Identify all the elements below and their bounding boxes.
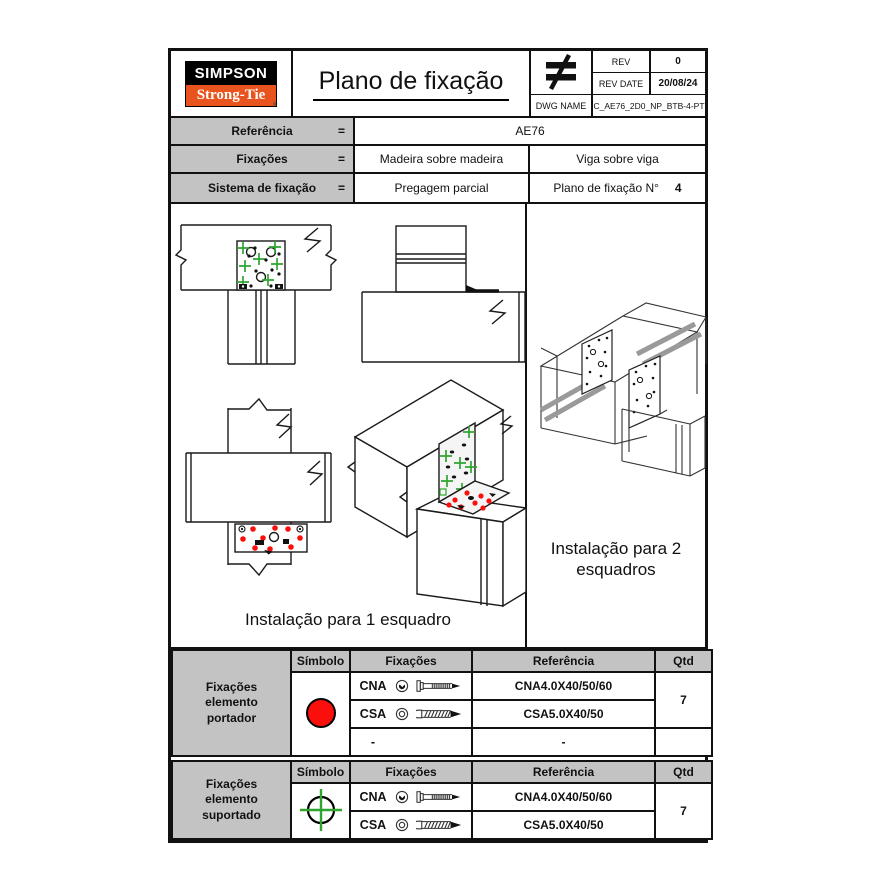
header-qty: Qtd: [655, 761, 712, 783]
fixings-value-left: Madeira sobre madeira: [355, 146, 530, 172]
green-crosshair-symbol: [291, 783, 350, 839]
reference-csa: CSA5.0X40/50: [472, 811, 655, 839]
fixings-label: Fixações =: [171, 146, 355, 172]
logo-strongtie: Strong-Tie ®: [186, 85, 277, 106]
reference-cna: CNA4.0X40/50/60: [472, 783, 655, 811]
brand-logo: [171, 51, 293, 116]
dwg-name-value: C_AE76_2D0_NP_BTB-4-PT: [593, 100, 705, 111]
fixing-row-csa: [350, 700, 472, 728]
fixing-code: -: [370, 735, 376, 749]
page-title: Plano de fixação: [313, 67, 510, 101]
wood-screw-icon: [416, 707, 464, 721]
title-block: [171, 51, 705, 118]
fixing-row-cna: [350, 672, 472, 700]
bearing-fixings-table: [171, 649, 713, 757]
header-reference: Referência: [472, 650, 655, 672]
reference-row: [171, 118, 705, 146]
break-symbol: [308, 461, 322, 485]
ring-shank-nail-icon: [416, 790, 464, 804]
rev-label: REV: [593, 51, 651, 73]
qty-empty: [655, 728, 712, 756]
fixing-code: CNA: [359, 679, 387, 693]
break-symbol: [277, 414, 291, 438]
screw-head-icon: [395, 818, 409, 832]
equals-sign: =: [337, 124, 345, 138]
header-symbol: Símbolo: [291, 761, 350, 783]
ring-shank-nail-icon: [416, 679, 464, 693]
fixing-code: CNA: [359, 790, 387, 804]
annular-ring-nail-head-icon: [395, 679, 409, 693]
fixing-row-cna: [350, 783, 472, 811]
plan-number-value: 4: [674, 181, 682, 195]
dwg-name-label: DWG NAME: [531, 95, 593, 116]
caption-two-brackets: Instalação para 2 esquadros: [550, 539, 682, 580]
registered-mark: ®: [272, 101, 278, 108]
front-view: [176, 225, 336, 364]
caption-one-bracket: Instalação para 1 esquadro: [244, 610, 452, 629]
isometric-view-2-brackets-drawing: [527, 204, 707, 649]
header-fixings: Fixações: [350, 761, 472, 783]
rev-value: 0: [651, 51, 705, 73]
single-bracket-panel: [171, 204, 527, 647]
fixings-row: [171, 146, 705, 174]
header-symbol: Símbolo: [291, 650, 350, 672]
reference-value: AE76: [515, 124, 545, 138]
equals-sign: =: [337, 181, 345, 195]
fixing-plan-sheet: [168, 48, 708, 843]
reference-empty: -: [472, 728, 655, 756]
angle-bracket-symbol-icon: [531, 51, 593, 95]
plan-number-cell: Plano de fixação N° 4: [553, 181, 682, 195]
break-symbol: [305, 228, 320, 252]
qty-supported: 7: [655, 783, 712, 839]
reference-csa: CSA5.0X40/50: [472, 700, 655, 728]
header-reference: Referência: [472, 761, 655, 783]
fixings-value-right: Viga sobre viga: [576, 152, 659, 166]
isometric-view-1-bracket: [348, 380, 526, 606]
fixing-code: CSA: [359, 707, 387, 721]
screw-head-icon: [395, 707, 409, 721]
plan-view: [186, 399, 331, 575]
logo-simpson: SIMPSON: [186, 62, 277, 85]
reference-cna: CNA4.0X40/50/60: [472, 672, 655, 700]
equals-sign: =: [337, 152, 345, 166]
header-fixings: Fixações: [350, 650, 472, 672]
sheet-title-cell: [293, 51, 531, 116]
double-bracket-panel: [527, 204, 705, 647]
rev-date-value: 20/08/24: [651, 73, 705, 95]
isometric-view-2-brackets: [541, 303, 706, 476]
fixing-row-empty: [350, 728, 472, 756]
reference-table: [171, 118, 705, 204]
fixing-row-csa: [350, 811, 472, 839]
reference-label: Referência =: [171, 118, 355, 144]
annular-ring-nail-head-icon: [395, 790, 409, 804]
qty-bearing: 7: [655, 672, 712, 728]
red-circle-symbol: [291, 672, 350, 756]
side-view: [362, 226, 525, 362]
break-symbol: [490, 300, 505, 324]
system-value-left: Pregagem parcial: [355, 174, 530, 202]
single-bracket-views-drawing: [171, 204, 527, 649]
supported-fixings-table: [171, 760, 713, 840]
drawing-area: [171, 204, 705, 649]
group-label-bearing: Fixações elemento portador: [172, 650, 291, 756]
wood-screw-icon: [416, 818, 464, 832]
header-qty: Qtd: [655, 650, 712, 672]
fixing-code: CSA: [359, 818, 387, 832]
group-label-supported: Fixações elemento suportado: [172, 761, 291, 839]
rev-date-label: REV DATE: [593, 73, 651, 95]
system-label: Sistema de fixação =: [171, 174, 355, 202]
system-row: [171, 174, 705, 202]
